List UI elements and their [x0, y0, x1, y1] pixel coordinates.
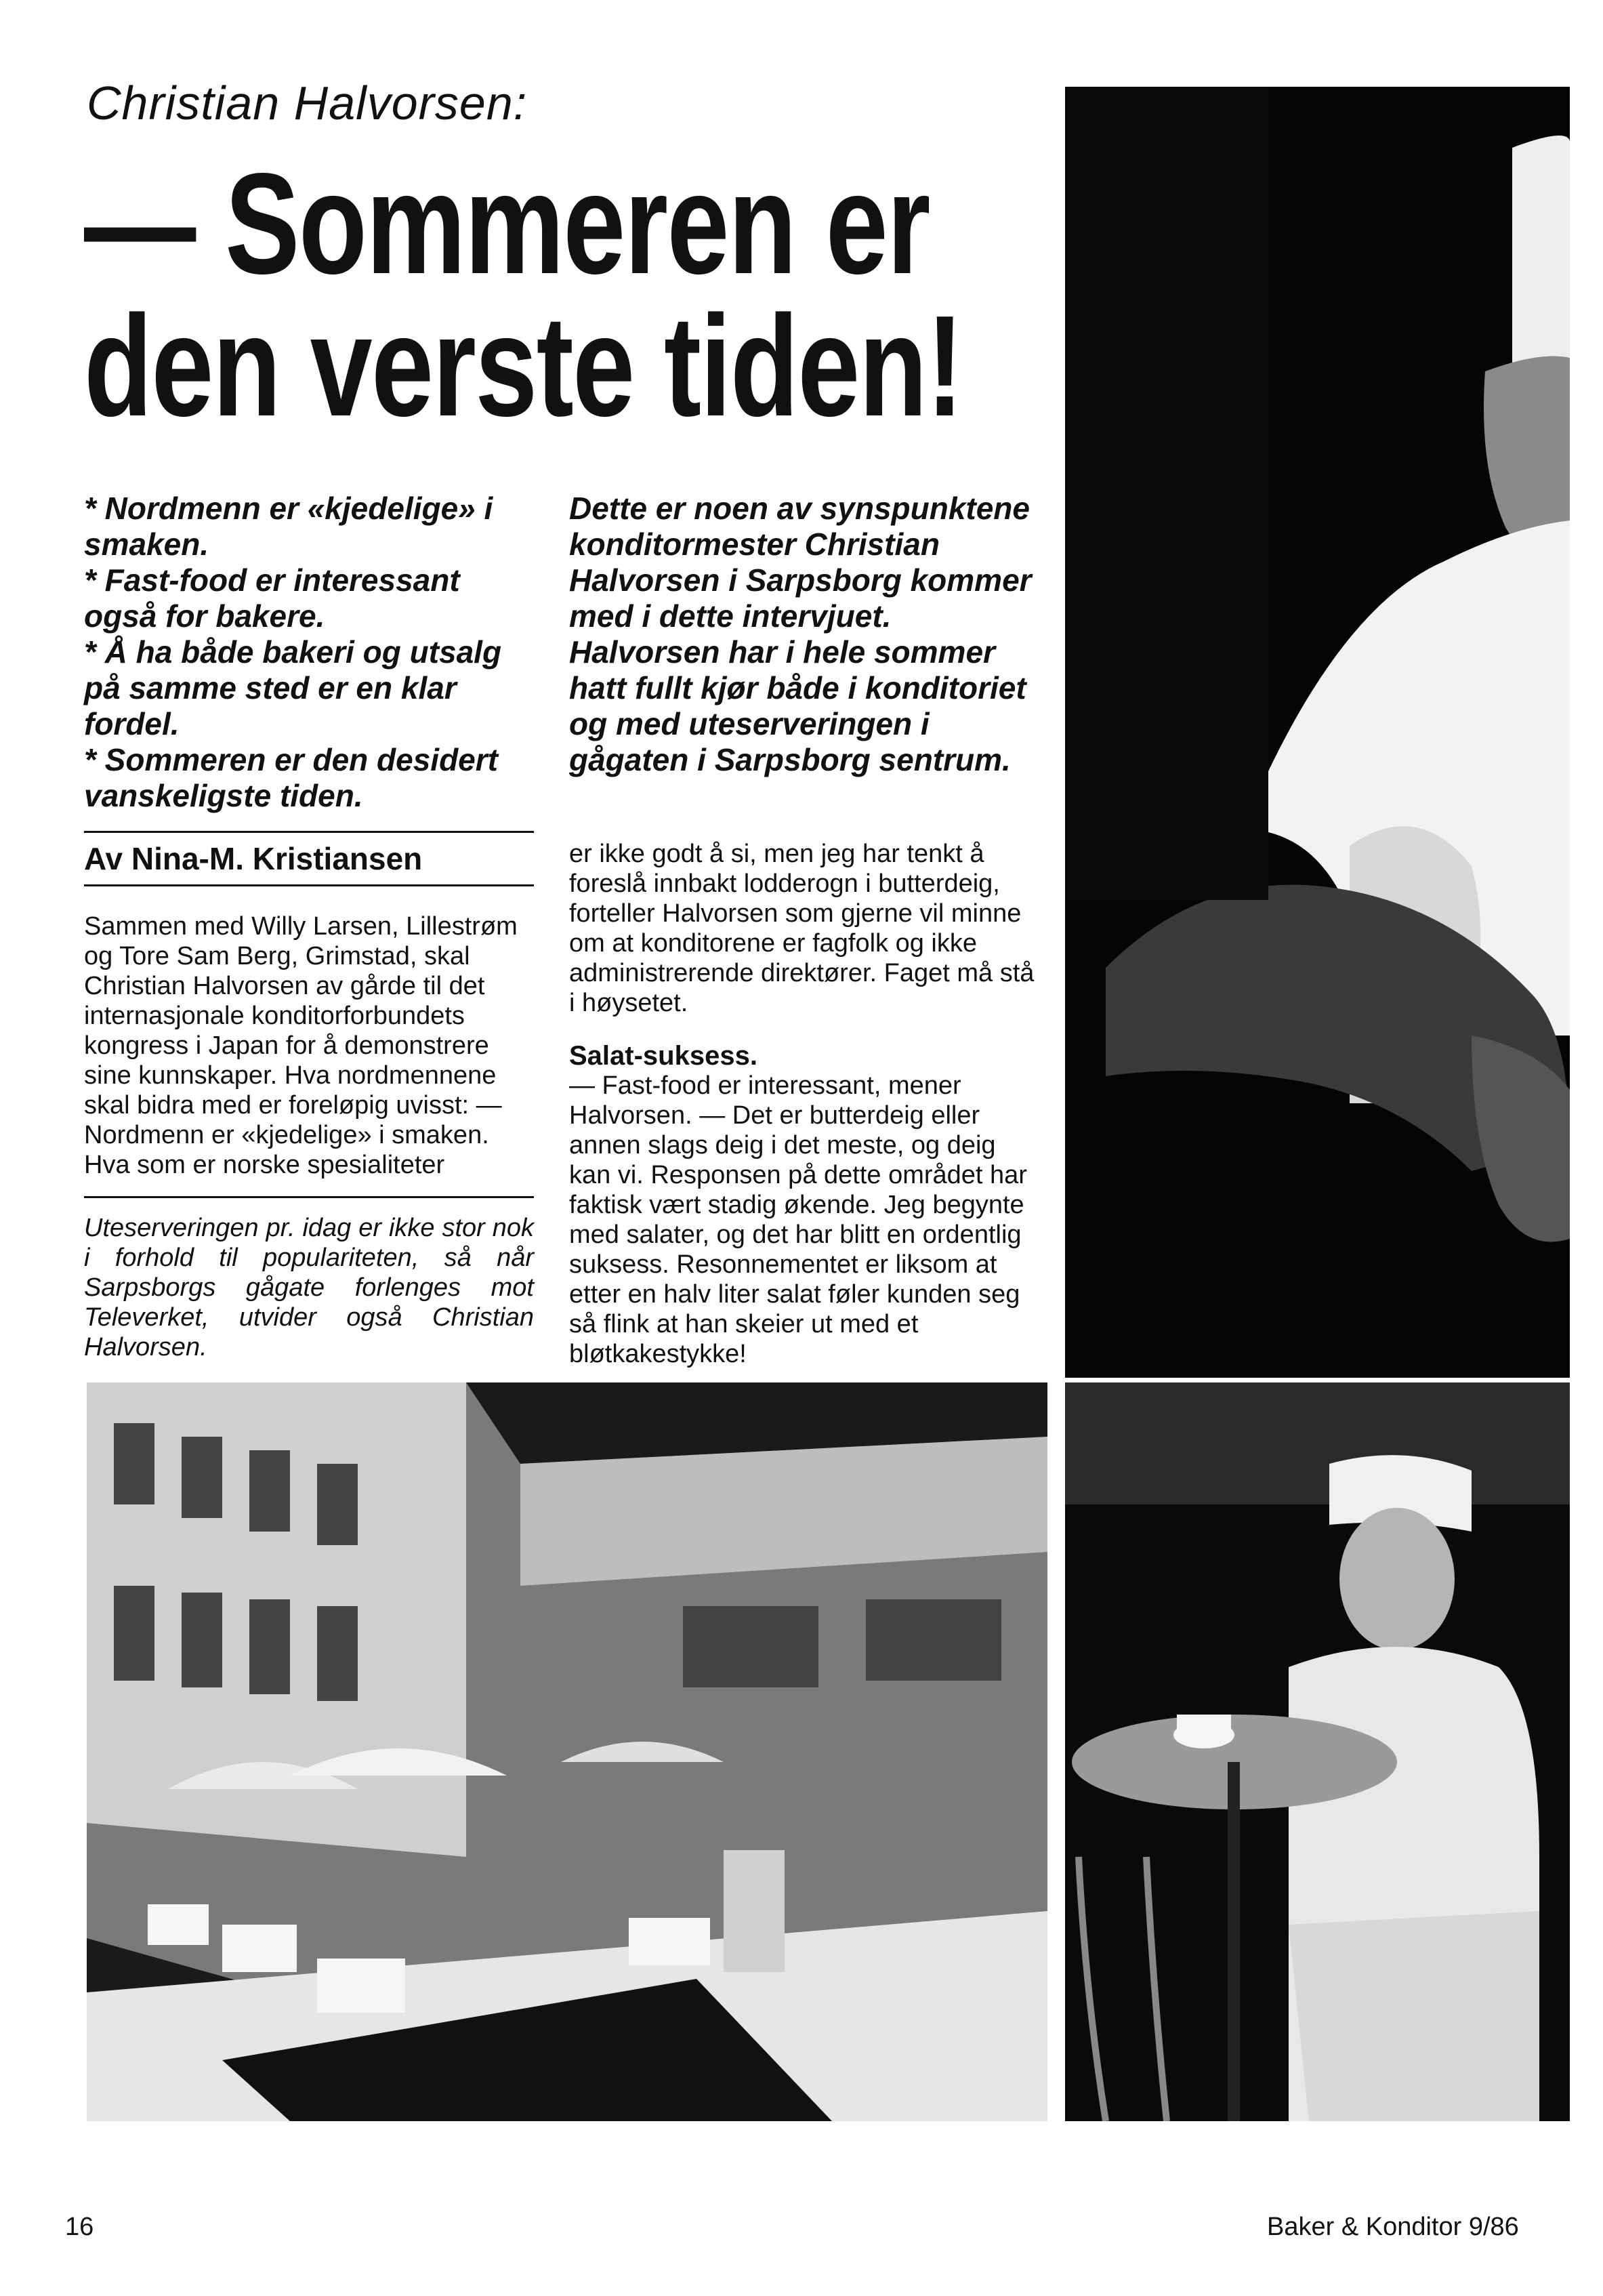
headline-line-2: den verste tiden!: [84, 285, 963, 446]
photo-baker-closeup: [1065, 87, 1570, 1378]
byline-rule-top: [84, 831, 534, 833]
bullet-list: [84, 491, 531, 814]
body-paragraph: — Fast-food er interessant, mener Halvorsen. — Det er butterdeig eller annen slags deig i det meste, og deig kan vi. Responsen på dette området har faktisk vært stadig økende. Jeg begynte med salater, og det har blitt en ordentlig suksess. Resonnementet er liksom at etter en halv liter salat føler kunden seg så flink at han skeier ut med et bløtkakestykke!: [569, 1071, 1027, 1368]
byline-rule-bottom: [84, 884, 534, 886]
photo-street-cafe: [87, 1382, 1047, 2121]
subheading: Salat-suksess.: [569, 1041, 757, 1071]
bullet-item: * Nordmenn er «kjedelige» i smaken.: [84, 491, 493, 562]
body-paragraph: Sammen med Willy Larsen, Lillestrøm og Tore Sam Berg, Grimstad, skal Christian Halvorsen av gårde til det internasjonale konditorforbundets kongress i Japan for å demonstrere sine kunnskaper. Hva nordmennene skal bidra med er foreløpig uvisst: — Nordmenn er «kjedelige» i smaken. Hva som er norske spesialiteter: [84, 912, 518, 1179]
caption-rule: [84, 1196, 534, 1198]
bullet-item: * Å ha både bakeri og utsalg på samme sted er en klar fordel.: [84, 634, 502, 741]
article-lede: Dette er noen av synspunktene konditormester Christian Halvorsen i Sarpsborg kommer med i dette intervjuet. Halvorsen har i hele sommer hatt fullt kjør både i konditoriet og med uteserveringen i gågaten i Sarpsborg sentrum.: [569, 491, 1032, 777]
body-column-2: [569, 839, 1043, 1369]
headline-line-1: — Sommeren er: [84, 143, 930, 304]
bullet-item: * Sommeren er den desidert vanskeligste tiden.: [84, 742, 498, 813]
body-paragraph: er ikke godt å si, men jeg har tenkt å foreslå innbakt lodderogn i butterdeig, forteller Halvorsen som gjerne vil minne om at konditorene er fagfolk og ikke administrerende direktører. Faget må stå i høysetet.: [569, 840, 1035, 1017]
publication-footer: Baker & Konditor 9/86: [1267, 2213, 1519, 2241]
byline: Av Nina-M. Kristiansen: [84, 841, 423, 876]
bullet-item: * Fast-food er interessant også for bakere.: [84, 562, 460, 634]
photo-caption: Uteserveringen pr. idag er ikke stor nok i forhold til populariteten, så når Sarpsborgs gågate forlenges mot Televerket, utvider også Christian Halvorsen.: [84, 1214, 534, 1361]
article-kicker: Christian Halvorsen:: [87, 77, 528, 129]
body-column-1: [84, 911, 534, 1180]
page-number: 16: [65, 2213, 94, 2241]
photo-baker-portrait: [1065, 1382, 1570, 2121]
article-headline: [84, 143, 963, 446]
